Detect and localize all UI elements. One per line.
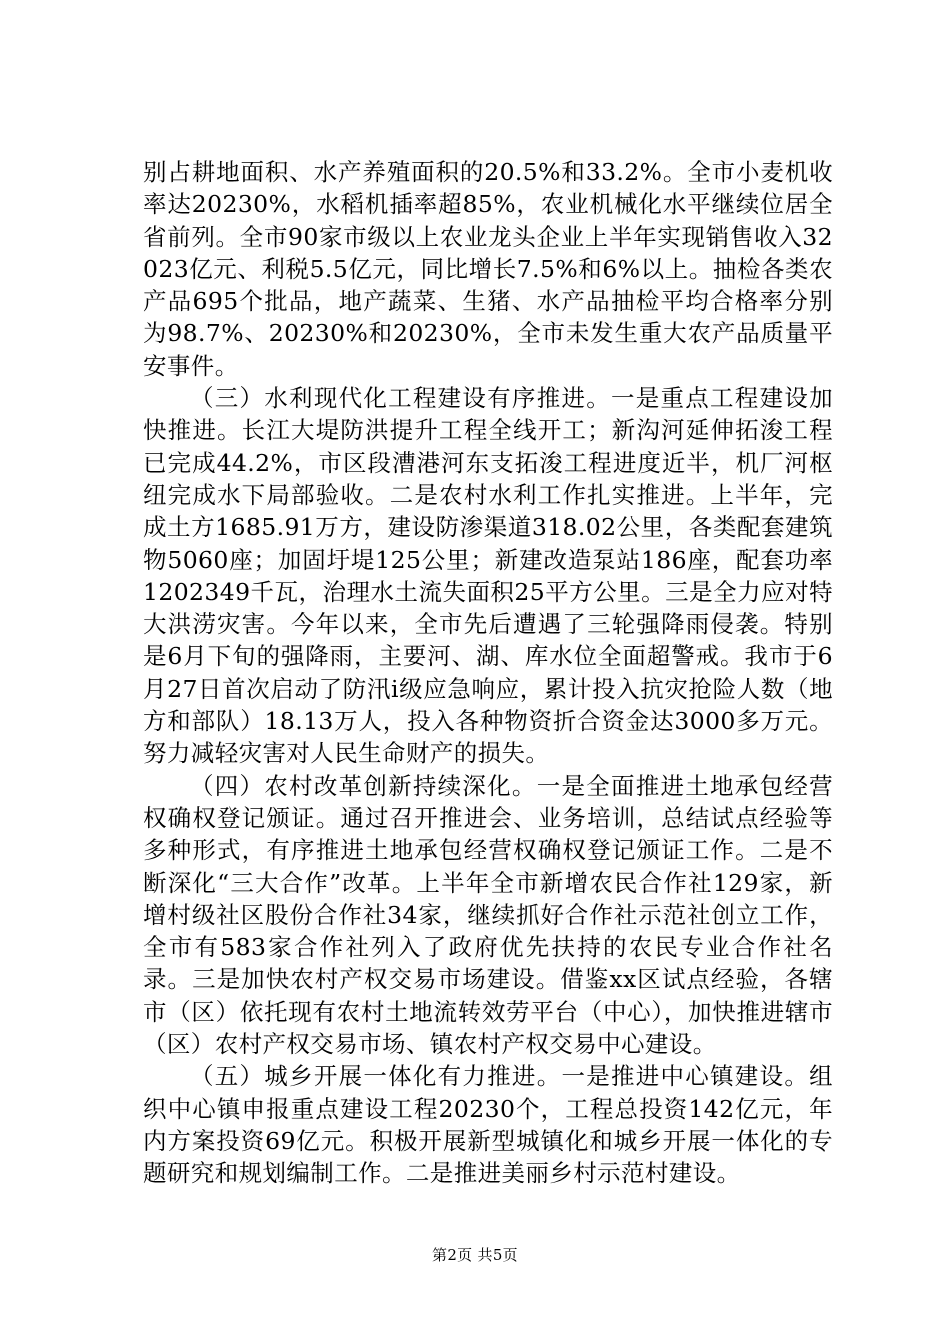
paragraph-water-conservancy: （三）水利现代化工程建设有序推进。一是重点工程建设加快推进。长江大堤防洪提升工程全线开工；新沟河延伸拓浚工程已完成44.2%，市区段漕港河东支拓浚工程进度近半，机厂河枢纽完成水下局部验收。二是农村水利工作扎实推进。上半年，完成土方1685.91万方，建设防渗渠道318.02公里，各类配套建筑物5060座；加固圩堤125公里；新建改造泵站186座，配套功率1202349千瓦，治理水土流失面积25平方公里。三是全力应对特大洪涝灾害。今年以来，全市先后遭遇了三轮强降雨侵袭。特别是6月下旬的强降雨，主要河、湖、库水位全面超警戒。我市于6月27日首次启动了防汛ⅰ级应急响应，累计投入抗灾抢险人数（地方和部队）18.13万人，投入各种物资折合资金达3000多万元。努力减轻灾害对人民生命财产的损失。	[143, 384, 833, 768]
page-number-footer: 第2页 共5页	[432, 1246, 518, 1264]
document-body	[143, 156, 833, 1190]
paragraph-continuation: 别占耕地面积、水产养殖面积的20.5%和33.2%。全市小麦机收率达20230%，水稻机插率超85%，农业机械化水平继续位居全省前列。全市90家市级以上农业龙头企业上半年实现销售收入32023亿元、利税5.5亿元，同比增长7.5%和6%以上。抽检各类农产品695个批品，地产蔬菜、生猪、水产品抽检平均合格率分别为98.7%、20230%和20230%，全市未发生重大农产品质量平安事件。	[143, 158, 833, 380]
paragraph-urban-rural-integration: （五）城乡开展一体化有力推进。一是推进中心镇建设。组织中心镇申报重点建设工程20230个，工程总投资142亿元，年内方案投资69亿元。积极开展新型城镇化和城乡开展一体化的专题研究和规划编制工作。二是推进美丽乡村示范村建设。	[143, 1062, 833, 1188]
paragraph-rural-reform: （四）农村改革创新持续深化。一是全面推进土地承包经营权确权登记颁证。通过召开推进会、业务培训，总结试点经验等多种形式，有序推进土地承包经营权确权登记颁证工作。二是不断深化“三大合作”改革。上半年全市新增农民合作社129家，新增村级社区股份合作社34家，继续抓好合作社示范社创立工作，全市有583家合作社列入了政府优先扶持的农民专业合作社名录。三是加快农村产权交易市场建设。借鉴xx区试点经验，各辖市（区）依托现有农村土地流转效劳平台（中心），加快推进辖市（区）农村产权交易市场、镇农村产权交易中心建设。	[143, 771, 833, 1059]
